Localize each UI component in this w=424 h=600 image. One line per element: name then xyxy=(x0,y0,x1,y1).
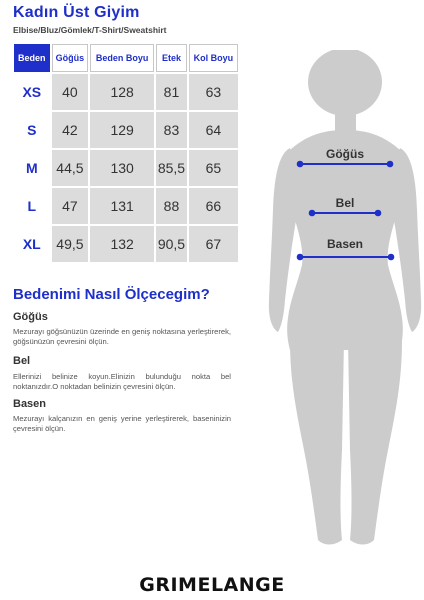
table-row xyxy=(14,188,238,224)
table-cell: 44,5 xyxy=(52,150,89,186)
waist-heading: Bel xyxy=(13,355,31,367)
waist-figure-label: Bel xyxy=(335,196,355,210)
table-cell: 64 xyxy=(189,112,238,148)
measure-guide-title: Bedenimi Nasıl Ölçecegim? xyxy=(13,286,210,303)
table-header-row xyxy=(14,44,238,72)
hip-description: Mezurayı kalçanızın en geniş yerine yerleştirerek, baseninizin çevresini ölçün. xyxy=(13,414,231,433)
table-cell: 49,5 xyxy=(52,226,89,262)
body-silhouette xyxy=(260,50,422,550)
table-cell: 83 xyxy=(156,112,187,148)
table-cell: 67 xyxy=(189,226,238,262)
waist-description: Ellerinizi belinize koyun.Elinizin bulunduğu nokta bel noktanızdır.O noktadan belinizin çevresini ölçün. xyxy=(13,372,231,391)
header-size: Beden xyxy=(14,44,50,72)
size-label: L xyxy=(14,188,50,224)
table-row xyxy=(14,226,238,262)
header-chest: Göğüs xyxy=(52,44,89,72)
table-cell: 66 xyxy=(189,188,238,224)
silhouette-shape xyxy=(269,50,421,545)
table-cell: 90,5 xyxy=(156,226,187,262)
table-cell: 65 xyxy=(189,150,238,186)
table-cell: 131 xyxy=(90,188,154,224)
size-label: XL xyxy=(14,226,50,262)
table-cell: 129 xyxy=(90,112,154,148)
table-cell: 130 xyxy=(90,150,154,186)
table-cell: 40 xyxy=(52,74,89,110)
chest-figure-label: Göğüs xyxy=(326,147,364,161)
page-title: Kadın Üst Giyim xyxy=(13,4,140,21)
size-chart-table xyxy=(12,42,240,264)
table-cell: 88 xyxy=(156,188,187,224)
table-cell: 85,5 xyxy=(156,150,187,186)
product-categories: Elbise/Bluz/Gömlek/T-Shirt/Sweatshirt xyxy=(13,25,167,35)
chest-heading: Göğüs xyxy=(13,311,48,323)
size-label: M xyxy=(14,150,50,186)
size-label: S xyxy=(14,112,50,148)
size-label: XS xyxy=(14,74,50,110)
table-row xyxy=(14,150,238,186)
header-skirt: Etek xyxy=(156,44,187,72)
hip-figure-label: Basen xyxy=(326,237,364,251)
table-cell: 81 xyxy=(156,74,187,110)
table-row xyxy=(14,112,238,148)
table-cell: 128 xyxy=(90,74,154,110)
table-cell: 63 xyxy=(189,74,238,110)
header-body-length: Beden Boyu xyxy=(90,44,154,72)
brand-logo: GRIMELANGE xyxy=(139,574,285,596)
table-row xyxy=(14,74,238,110)
chest-description: Mezurayı göğsünüzün üzerinde en geniş noktasına yerleştirerek, göğsünüzün çevresini ölçün. xyxy=(13,327,231,346)
table-cell: 132 xyxy=(90,226,154,262)
table-cell: 47 xyxy=(52,188,89,224)
hip-heading: Basen xyxy=(13,398,47,410)
table-cell: 42 xyxy=(52,112,89,148)
header-sleeve-length: Kol Boyu xyxy=(189,44,238,72)
